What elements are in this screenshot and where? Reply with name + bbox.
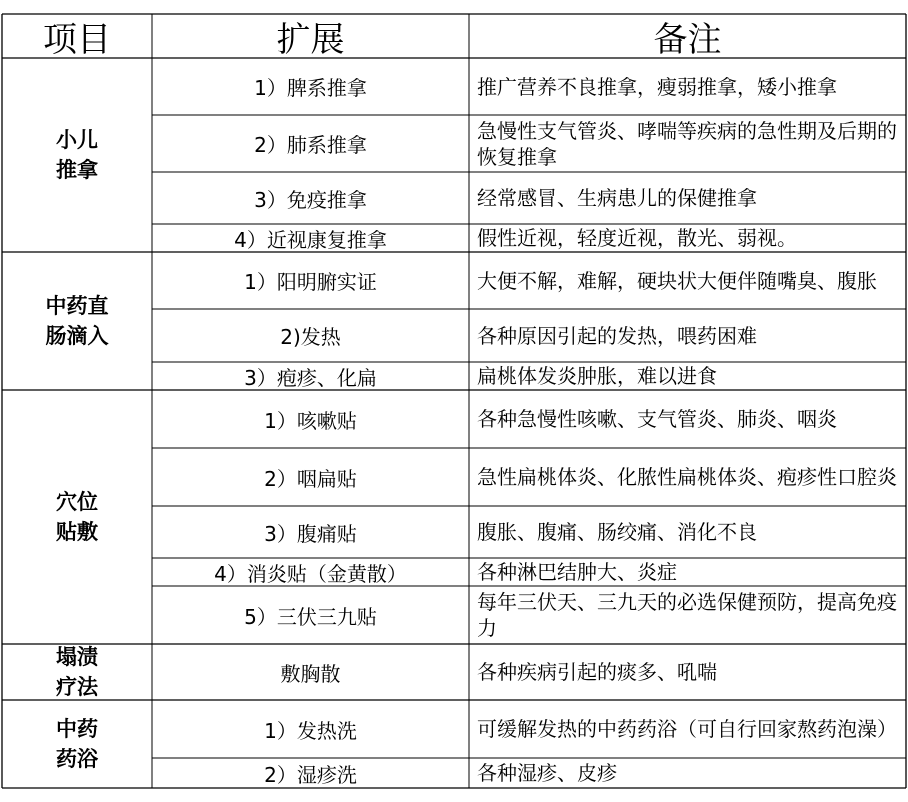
extension-cell: 4）近视康复推拿 [234,227,387,252]
extension-cell: 5）三伏三九贴 [244,604,377,629]
remarks-cell: 经常感冒、生病患儿的保健推拿 [477,186,757,210]
remarks-cell: 各种急慢性咳嗽、支气管炎、肺炎、咽炎 [477,407,837,431]
header-remarks: 备注 [653,19,722,60]
extension-cell: 3）腹痛贴 [264,521,357,546]
extension-cell: 1）发热洗 [264,718,357,743]
extension-cell: 4）消炎贴（金黄散） [214,561,407,586]
extension-cell: 2）湿疹洗 [264,762,357,787]
extension-cell: 2）咽扁贴 [264,466,357,491]
remarks-cell: 假性近视，轻度近视，散光、弱视。 [477,226,797,250]
extension-cell: 1）阳明腑实证 [244,270,377,294]
remarks-cell: 腹胀、腹痛、肠绞痛、消化不良 [477,520,757,544]
remarks-cell: 推广营养不良推拿，瘦弱推拿，矮小推拿 [477,74,837,99]
remarks-cell: 各种疾病引起的痰多、吼喘 [477,660,717,684]
extension-cell: 1）脾系推拿 [254,76,367,100]
extension-cell: 2)发热 [280,325,341,349]
extension-cell: 3）免疫推拿 [254,187,367,212]
extension-cell: 3）疱疹、化扁 [244,365,377,390]
remarks-cell: 急慢性支气管炎、哮喘等疾病的急性期及后期的恢复推拿 [477,118,897,169]
remarks-cell: 各种原因引起的发热，喂药困难 [477,323,757,348]
category-cell: 中药直 肠滴入 [45,294,109,348]
remarks-cell: 各种淋巴结肿大、炎症 [477,560,677,584]
remarks-cell: 每年三伏天、三九天的必选保健预防，提高免疫力 [477,590,897,640]
remarks-cell: 急性扁桃体炎、化脓性扁桃体炎、疱疹性口腔炎 [477,465,897,489]
header-item: 项目 [43,19,111,60]
category-cell: 穴位 贴敷 [56,490,98,544]
extension-cell: 2）肺系推拿 [254,133,367,157]
category-cell: 塌渍 疗法 [56,645,98,699]
remarks-cell: 扁桃体发炎肿胀，难以进食 [477,364,717,388]
extension-cell: 1）咳嗽贴 [264,408,357,433]
remarks-cell: 大便不解，难解，硬块状大便伴随嘴臭、腹胀 [477,268,877,293]
remarks-cell: 各种湿疹、皮疹 [477,761,617,785]
header-extension: 扩展 [276,19,345,60]
category-cell: 中药 药浴 [56,717,98,771]
category-cell: 小儿 推拿 [56,128,98,182]
remarks-cell: 可缓解发热的中药药浴（可自行回家熬药泡澡） [477,717,897,741]
extension-cell: 敷胸散 [280,661,341,686]
